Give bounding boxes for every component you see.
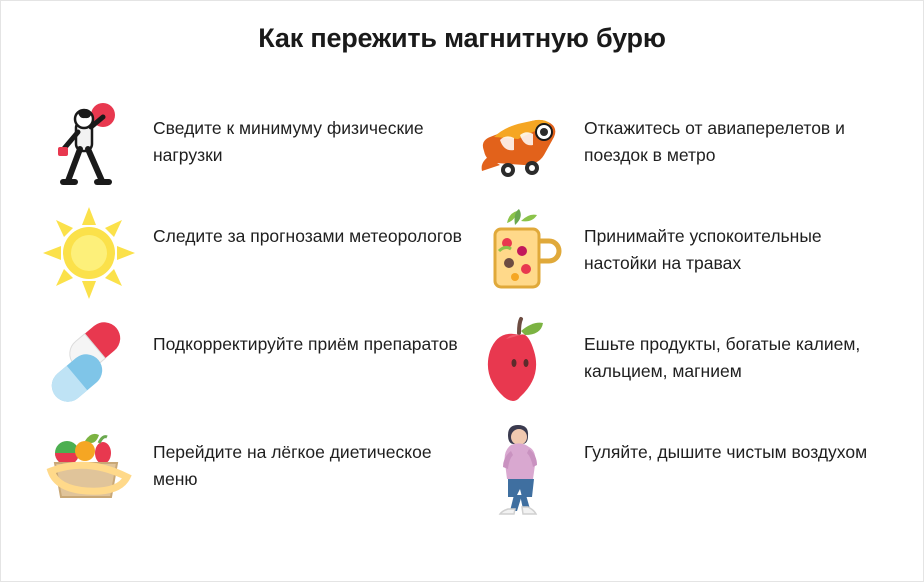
tip-item [41, 421, 462, 529]
sun-icon [41, 205, 137, 301]
diet-basket-icon [41, 421, 137, 517]
page-title: Как пережить магнитную бурю [258, 23, 666, 53]
tip-item [472, 97, 893, 205]
pills-icon [41, 313, 137, 409]
tip-label: Подкорректируйте приём препаратов [153, 334, 458, 354]
tip-item [41, 205, 462, 313]
exercise-icon [41, 97, 137, 193]
tip-label: Перейдите на лёгкое диетическое меню [153, 442, 432, 489]
tip-item [41, 97, 462, 205]
tip-label: Гуляйте, дышите чистым воздухом [584, 442, 868, 462]
tip-item [472, 313, 893, 421]
tip-item [472, 205, 893, 313]
tip-label: Принимайте успокоительные настойки на травах [584, 226, 822, 273]
herbal-drink-icon [472, 205, 568, 301]
tip-label: Сведите к минимуму физические нагрузки [153, 118, 424, 165]
tip-label: Следите за прогнозами метеорологов [153, 226, 462, 246]
tips-grid [41, 97, 893, 529]
walking-person-icon [472, 421, 568, 517]
tip-label: Ешьте продукты, богатые калием, кальцием, магнием [584, 334, 861, 381]
tip-label: Откажитесь от авиаперелетов и поездок в метро [584, 118, 845, 165]
tip-item [41, 313, 462, 421]
tip-item [472, 421, 893, 529]
apple-icon [472, 313, 568, 409]
airplane-icon [472, 97, 568, 193]
